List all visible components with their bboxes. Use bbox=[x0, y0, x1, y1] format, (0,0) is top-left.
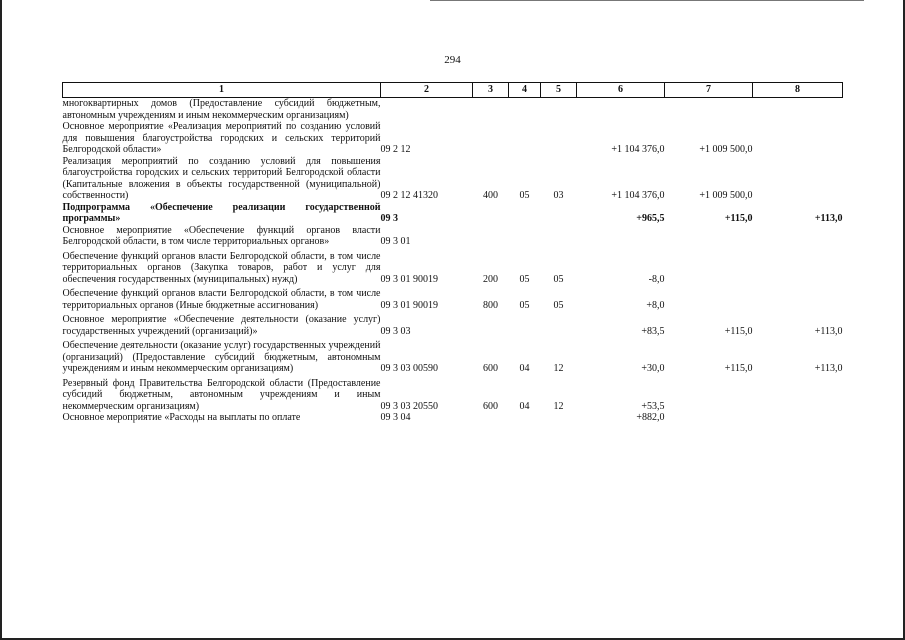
section: 05 bbox=[519, 273, 530, 285]
expense-type: 200 bbox=[483, 273, 498, 285]
amount-col-8 bbox=[753, 248, 843, 286]
row-description: Обеспечение деятельности (оказание услуг) государственных учреждений (организаций) (Предоставление субсидий бюджетным, автономным учреждениям и иным некоммерческим организациям) bbox=[62, 340, 381, 374]
amount-col-6 bbox=[577, 225, 665, 248]
amount-col-8 bbox=[753, 412, 843, 424]
table-row bbox=[63, 375, 843, 413]
amount-col-7 bbox=[665, 98, 753, 122]
expense-type bbox=[473, 121, 509, 156]
table-row bbox=[63, 337, 843, 375]
amount-col-8 bbox=[753, 121, 843, 156]
expense-type: 400 bbox=[483, 190, 498, 201]
column-header-6: 6 bbox=[577, 83, 665, 98]
budget-code: 09 3 bbox=[380, 213, 398, 224]
column-header-5: 5 bbox=[541, 83, 577, 98]
subsection bbox=[541, 225, 577, 248]
budget-code: 09 3 03 00590 bbox=[380, 363, 438, 374]
row-description: Основное мероприятие «Расходы на выплаты по оплате bbox=[62, 412, 301, 423]
column-header-8: 8 bbox=[753, 83, 843, 98]
table-row bbox=[63, 412, 843, 424]
row-description: многоквартирных домов (Предоставление субсидий бюджетным, автономным учреждениям и иным некоммерческим организациям) bbox=[62, 98, 381, 121]
budget-code: 09 3 01 90019 bbox=[380, 299, 438, 311]
page-number: 294 bbox=[444, 54, 461, 66]
row-description: Обеспечение функций органов власти Белгородской области, в том числе территориальных органов (Иные бюджетные ассигнования) bbox=[62, 288, 381, 311]
expense-type bbox=[473, 311, 509, 337]
section: 04 bbox=[519, 363, 530, 374]
expense-type: 800 bbox=[483, 299, 498, 311]
subsection bbox=[541, 202, 577, 225]
page-left-border bbox=[0, 0, 2, 640]
expense-type bbox=[473, 412, 509, 424]
budget-code: 09 3 01 bbox=[380, 236, 411, 247]
section bbox=[509, 311, 541, 337]
amount-col-6: -8,0 bbox=[648, 273, 665, 285]
table-header bbox=[63, 83, 843, 98]
subsection: 12 bbox=[553, 363, 564, 374]
amount-col-7: +115,0 bbox=[724, 213, 753, 224]
amount-col-6: +1 104 376,0 bbox=[611, 144, 665, 155]
amount-col-7 bbox=[665, 285, 753, 311]
table-row bbox=[63, 156, 843, 202]
budget-code: 09 2 12 bbox=[380, 144, 411, 155]
table-row bbox=[63, 98, 843, 122]
budget-code: 09 3 03 bbox=[380, 325, 411, 337]
expense-type: 600 bbox=[483, 363, 498, 374]
column-header-7: 7 bbox=[665, 83, 753, 98]
amount-col-6: +30,0 bbox=[641, 363, 665, 374]
section: 05 bbox=[519, 299, 530, 311]
amount-col-7 bbox=[665, 412, 753, 424]
row-description: Основное мероприятие «Обеспечение функций органов власти Белгородской области, в том числе территориальных органов» bbox=[62, 224, 381, 247]
section: 04 bbox=[519, 400, 530, 412]
amount-col-6: +53,5 bbox=[641, 400, 665, 412]
budget-code: 09 3 01 90019 bbox=[380, 273, 438, 285]
row-description: Реализация мероприятий по созданию условий для повышения благоустройства городских и сельских территорий Белгородской области (Капитальные вложения в объекты государственной (муниципальной) собственности) bbox=[62, 155, 381, 201]
section bbox=[509, 225, 541, 248]
amount-col-8: +113,0 bbox=[814, 325, 843, 337]
amount-col-6: +882,0 bbox=[636, 412, 665, 423]
subsection: 12 bbox=[553, 400, 564, 412]
budget-code: 09 2 12 41320 bbox=[380, 190, 438, 201]
amount-col-6: +8,0 bbox=[646, 299, 665, 311]
column-header-2: 2 bbox=[381, 83, 473, 98]
section bbox=[509, 121, 541, 156]
table-row bbox=[63, 121, 843, 156]
expense-type: 600 bbox=[483, 400, 498, 412]
section: 05 bbox=[519, 190, 530, 201]
subsection bbox=[541, 412, 577, 424]
table-row bbox=[63, 225, 843, 248]
expense-type bbox=[473, 202, 509, 225]
column-header-4: 4 bbox=[509, 83, 541, 98]
budget-table bbox=[62, 82, 843, 424]
amount-col-6: +83,5 bbox=[641, 325, 665, 337]
section bbox=[509, 202, 541, 225]
subsection bbox=[541, 121, 577, 156]
amount-col-7: +1 009 500,0 bbox=[699, 144, 753, 155]
amount-col-7: +115,0 bbox=[724, 363, 753, 374]
amount-col-8 bbox=[753, 225, 843, 248]
amount-col-6: +1 104 376,0 bbox=[611, 190, 665, 201]
budget-code bbox=[381, 98, 473, 122]
expense-type bbox=[473, 98, 509, 122]
column-header-3: 3 bbox=[473, 83, 509, 98]
amount-col-8: +113,0 bbox=[814, 363, 843, 374]
budget-code: 09 3 03 20550 bbox=[380, 400, 438, 412]
table-row bbox=[63, 202, 843, 225]
subsection bbox=[541, 311, 577, 337]
table-body bbox=[63, 98, 843, 424]
amount-col-7: +1 009 500,0 bbox=[699, 190, 753, 201]
section bbox=[509, 412, 541, 424]
section bbox=[509, 98, 541, 122]
header-rule bbox=[430, 0, 864, 1]
amount-col-6: +965,5 bbox=[636, 213, 665, 224]
row-description: Резервный фонд Правительства Белгородской области (Предоставление субсидий бюджетным, автономным учреждениям и иным некоммерческим организациям) bbox=[62, 377, 381, 412]
subsection bbox=[541, 98, 577, 122]
table-row bbox=[63, 285, 843, 311]
row-description: Основное мероприятие «Обеспечение деятельности (оказание услуг) государственных учреждений (организаций)» bbox=[62, 314, 381, 337]
amount-col-8 bbox=[753, 375, 843, 413]
amount-col-7 bbox=[665, 225, 753, 248]
table-row bbox=[63, 311, 843, 337]
subsection: 05 bbox=[553, 299, 564, 311]
table-row bbox=[63, 248, 843, 286]
amount-col-8: +113,0 bbox=[814, 213, 843, 224]
row-description: Подпрограмма «Обеспечение реализации государственной программы» bbox=[62, 201, 381, 224]
amount-col-8 bbox=[753, 156, 843, 202]
amount-col-6 bbox=[577, 98, 665, 122]
expense-type bbox=[473, 225, 509, 248]
subsection: 03 bbox=[553, 190, 564, 201]
budget-code: 09 3 04 bbox=[380, 412, 411, 423]
row-description: Основное мероприятие «Реализация мероприятий по созданию условий для повышения благоустройства городских и сельских территорий Белгородской области» bbox=[62, 121, 381, 155]
column-header-1: 1 bbox=[63, 83, 381, 98]
amount-col-7 bbox=[665, 248, 753, 286]
row-description: Обеспечение функций органов власти Белгородской области, в том числе территориальных органов (Закупка товаров, работ и услуг для обеспечения государственных (муниципальных) нужд) bbox=[62, 250, 381, 285]
amount-col-7: +115,0 bbox=[724, 325, 753, 337]
amount-col-8 bbox=[753, 98, 843, 122]
amount-col-7 bbox=[665, 375, 753, 413]
amount-col-8 bbox=[753, 285, 843, 311]
subsection: 05 bbox=[553, 273, 564, 285]
